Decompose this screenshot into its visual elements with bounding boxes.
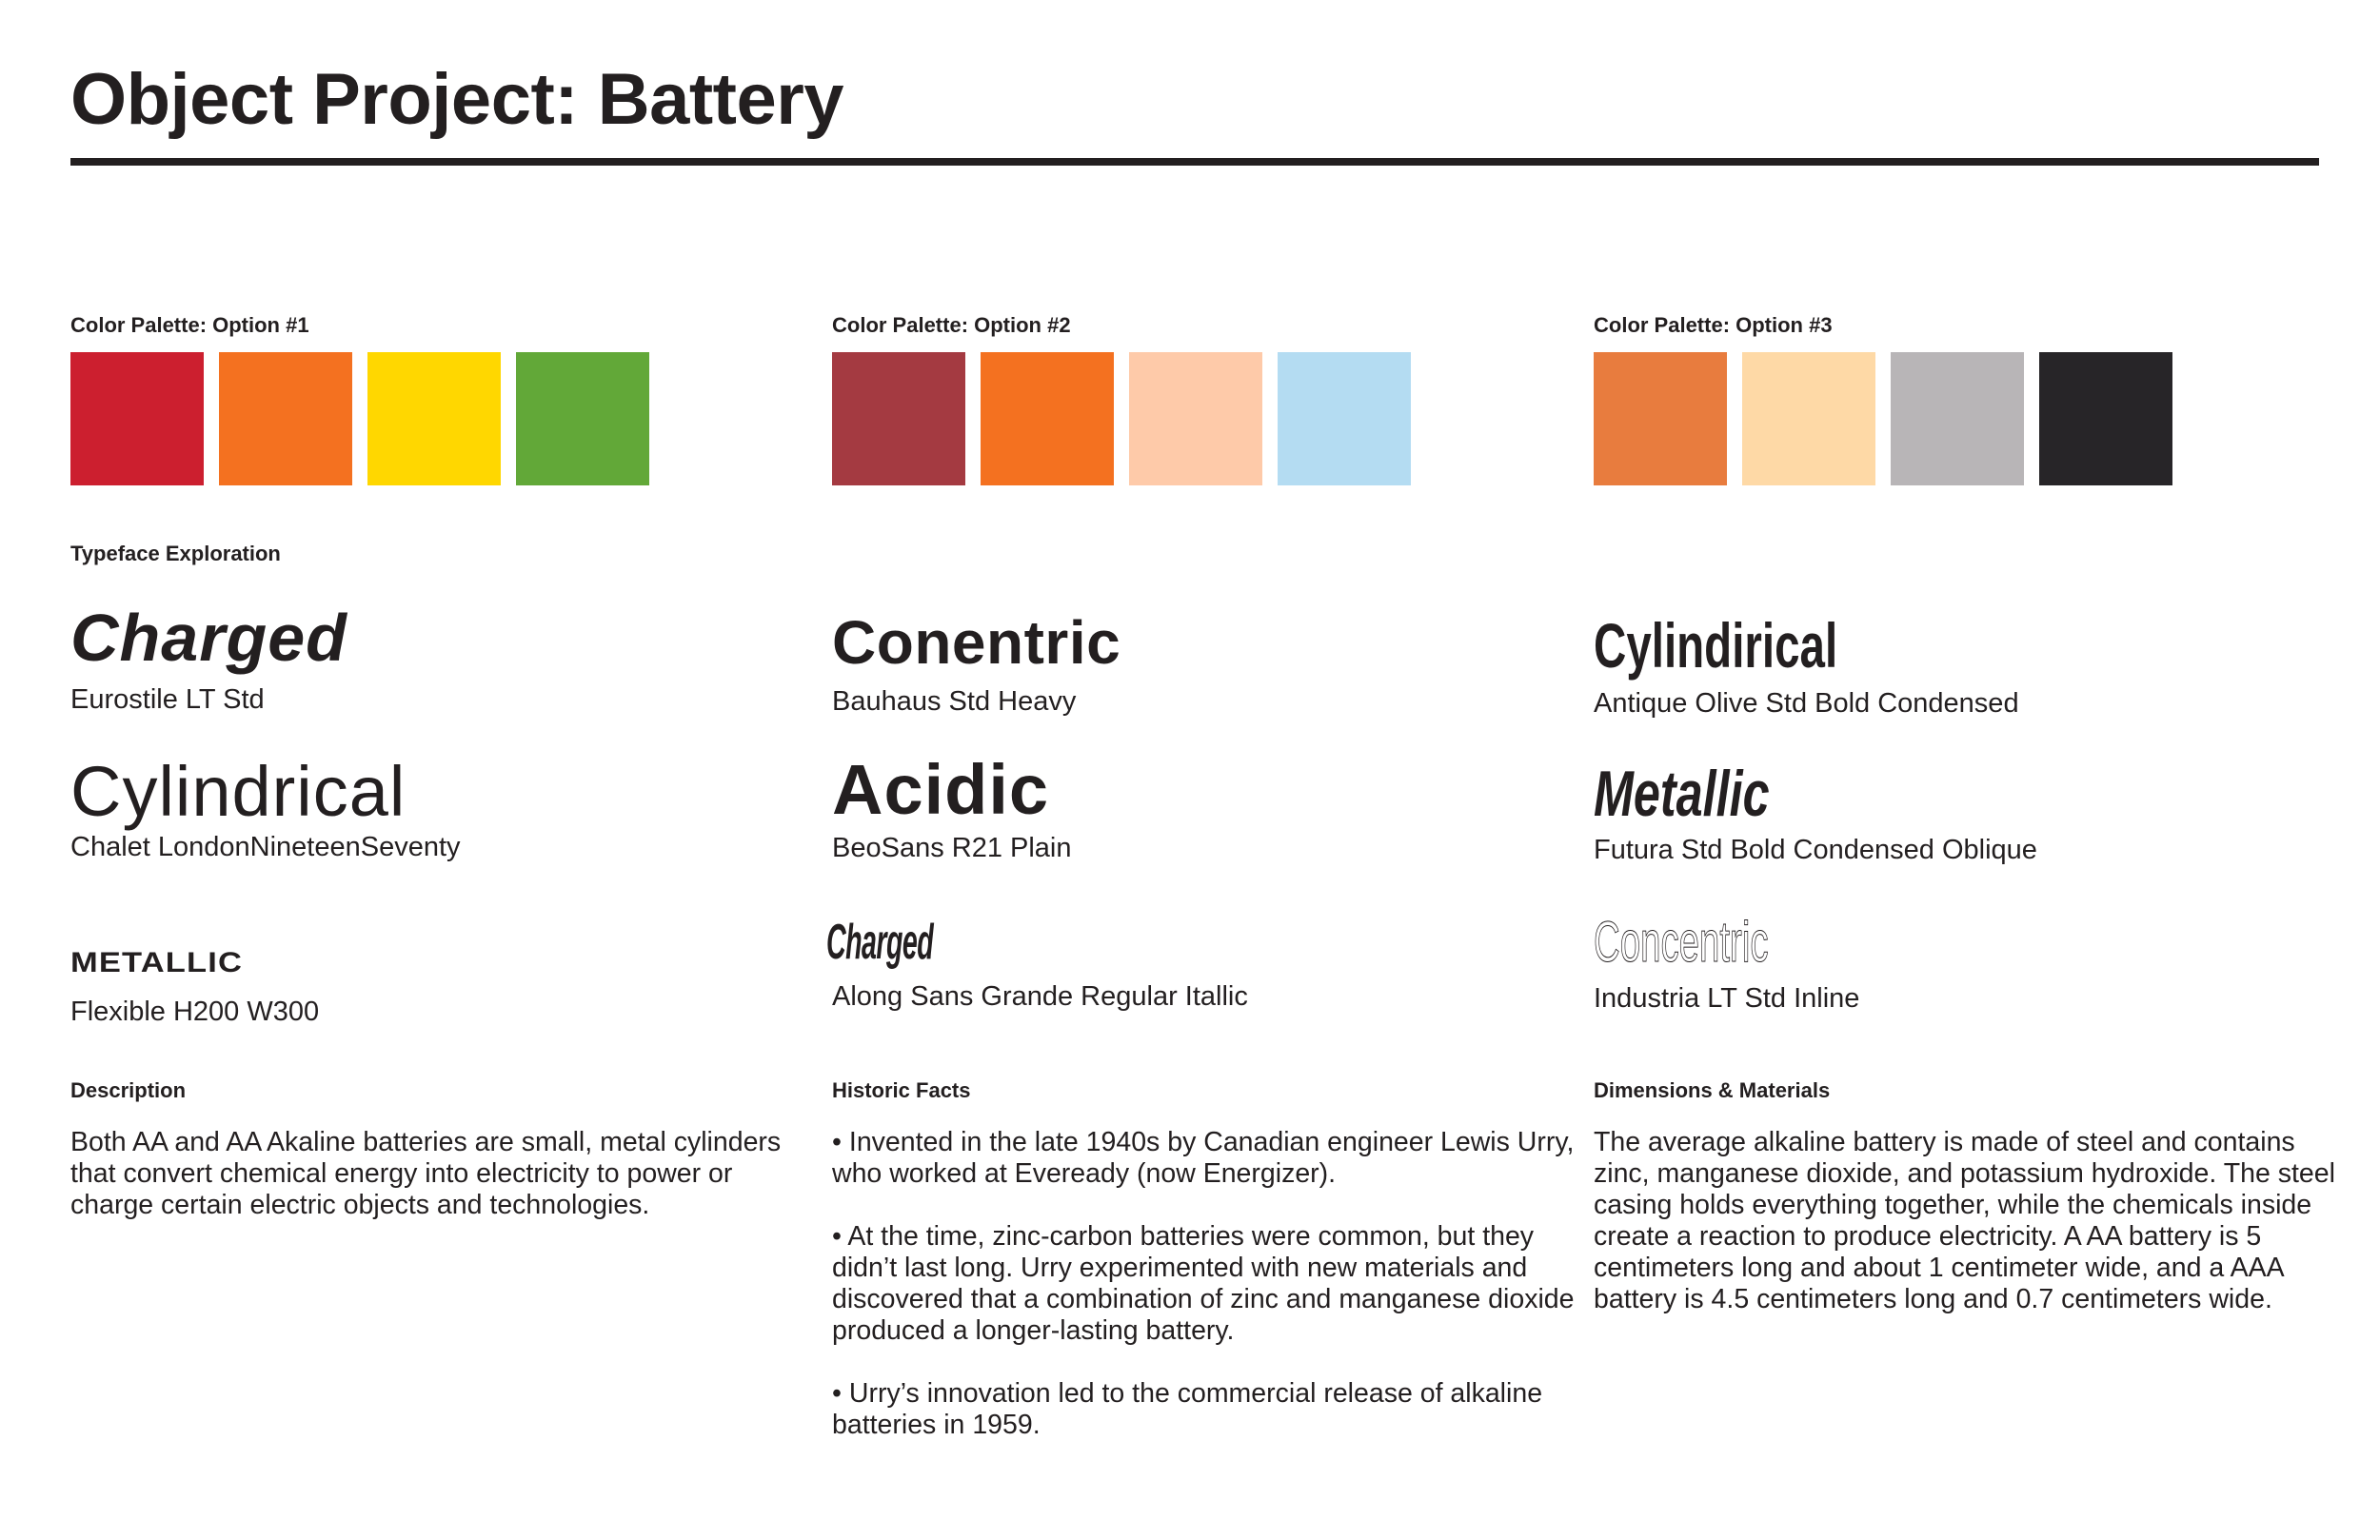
color-swatch-green	[516, 352, 649, 485]
color-swatch-orange	[219, 352, 352, 485]
list-item: • At the time, zinc-carbon batteries were common, but they didn’t last long. Urry experimented with new materials and discovered that a combination of zinc and manganese dioxide produced a longer-lasting battery.	[832, 1221, 1575, 1346]
typeface-sample: Cylindrical	[70, 752, 407, 831]
historic-facts-label: Historic Facts	[832, 1078, 971, 1102]
typeface-sample: METALLIC	[70, 947, 244, 978]
typeface-sample: Cylindirical	[1594, 610, 1838, 681]
dimensions-materials-text: The average alkaline battery is made of steel and contains zinc, manganese dioxide, and potassium hydroxide. The steel casing holds everything together, while the chemicals inside create a reaction to produce electricity. A AA battery is 5 centimeters long and about 1 centimeter wide, and a AAA battery is 4.5 centimeters long and 0.7 centimeters wide.	[1594, 1127, 2335, 1314]
column-option-3	[1594, 0, 2336, 1540]
typeface-sample: Concentric	[1594, 910, 1769, 974]
typeface-name: Industria LT Std Inline	[1594, 983, 1860, 1014]
typeface-name: Eurostile LT Std	[70, 684, 265, 715]
color-swatch-maroon	[832, 352, 965, 485]
historic-facts-list	[832, 1127, 1584, 1441]
typeface-sample: Acidic	[832, 750, 1050, 829]
typeface-name: BeoSans R21 Plain	[832, 833, 1072, 863]
typeface-sample: Metallic	[1594, 758, 1770, 830]
palette-label: Color Palette: Option #2	[832, 313, 1071, 337]
column-option-1	[70, 0, 813, 1540]
palette-label: Color Palette: Option #3	[1594, 313, 1833, 337]
color-swatch-gray	[1891, 352, 2024, 485]
color-swatch-yellow	[367, 352, 501, 485]
color-swatch-orange	[1594, 352, 1727, 485]
description-label: Description	[70, 1078, 187, 1102]
color-swatch-peach	[1129, 352, 1262, 485]
page-title: Object Project: Battery	[70, 59, 844, 140]
typeface-exploration-label: Typeface Exploration	[70, 542, 281, 565]
color-swatch-black	[2039, 352, 2172, 485]
typeface-name: Chalet LondonNineteenSeventy	[70, 832, 461, 862]
dimensions-materials-label: Dimensions & Materials	[1594, 1078, 1831, 1102]
typeface-name: Bauhaus Std Heavy	[832, 686, 1077, 717]
color-palette	[832, 352, 1556, 485]
typeface-sample: Conentric	[832, 608, 1121, 677]
color-palette	[1594, 352, 2317, 485]
palette-label: Color Palette: Option #1	[70, 313, 309, 337]
color-swatch-light-blue	[1278, 352, 1411, 485]
column-option-2	[826, 0, 1575, 1540]
description-text: Both AA and AA Akaline batteries are small, metal cylinders that convert chemical energy into electricity to power or charge certain electric objects and technologies.	[70, 1127, 782, 1220]
color-palette	[70, 352, 794, 485]
typeface-sample: Charged	[70, 601, 347, 675]
typeface-sample: Charged	[826, 915, 934, 970]
typeface-name: Along Sans Grande Regular Itallic	[832, 981, 1248, 1012]
list-item: • Invented in the late 1940s by Canadian engineer Lewis Urry, who worked at Eveready (now Energizer).	[832, 1127, 1575, 1189]
typeface-name: Flexible H200 W300	[70, 997, 320, 1027]
color-swatch-cream	[1742, 352, 1875, 485]
typeface-name: Antique Olive Std Bold Condensed	[1594, 688, 2019, 719]
color-swatch-orange	[981, 352, 1114, 485]
color-swatch-red	[70, 352, 204, 485]
typeface-name: Futura Std Bold Condensed Oblique	[1594, 835, 2037, 865]
list-item: • Urry’s innovation led to the commercial release of alkaline batteries in 1959.	[832, 1378, 1543, 1440]
